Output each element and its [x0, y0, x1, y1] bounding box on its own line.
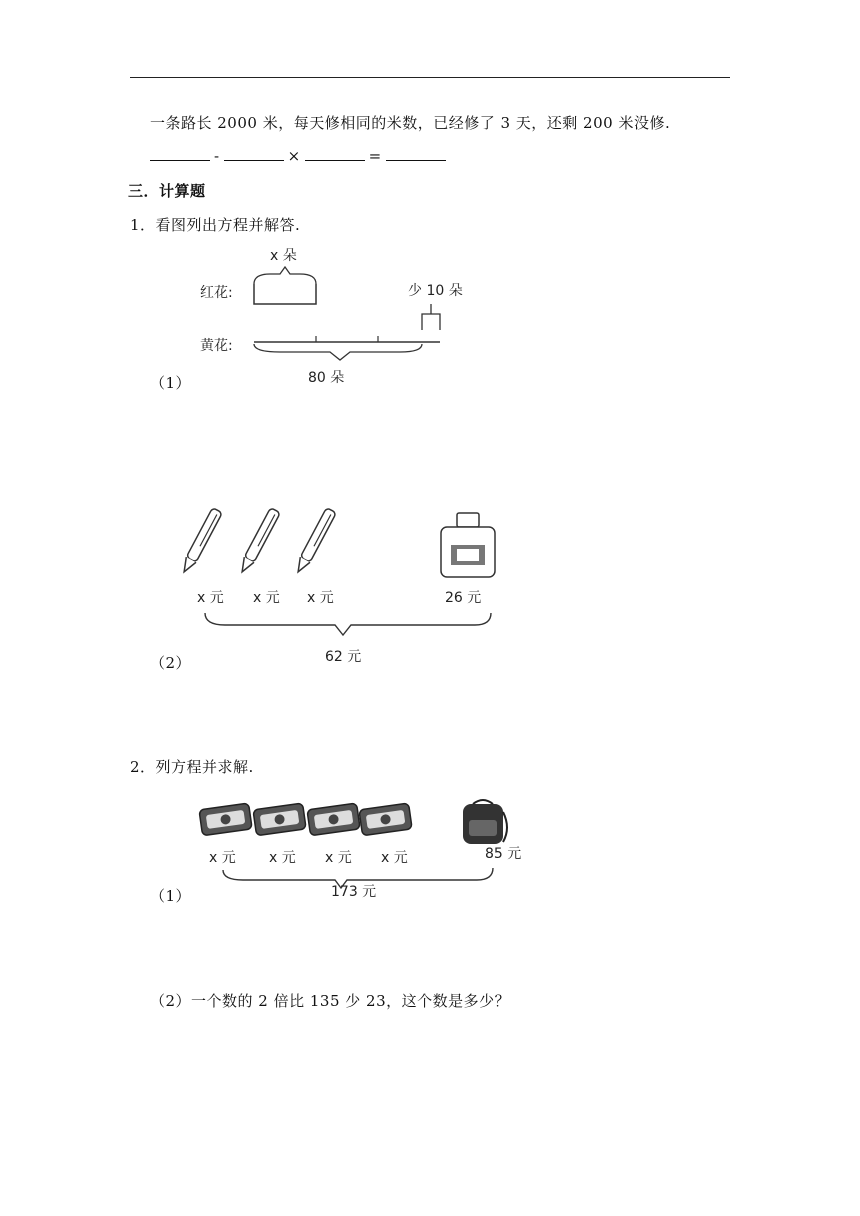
total-flowers-label: 80 朵 [308, 370, 345, 386]
header-rule [130, 77, 730, 78]
road-equation-blanks [150, 146, 446, 165]
pencil-case-icon [359, 803, 412, 836]
case-price-label: x 元 [325, 850, 352, 866]
minus-sign: - [214, 147, 220, 165]
pen-price-label: x 元 [253, 590, 280, 606]
q2-sub2-text: （2）一个数的 2 倍比 135 少 23，这个数是多少？ [150, 992, 511, 1010]
blank-4[interactable] [386, 146, 446, 161]
q1-sub2-label: （2） [150, 654, 192, 672]
red-bar [254, 284, 316, 304]
yellow-brace [254, 344, 422, 360]
bag-price-label: 85 元 [485, 846, 522, 862]
pen-price-label: x 元 [197, 590, 224, 606]
yellow-flower-label: 黄花: [200, 338, 233, 354]
less-bracket [422, 314, 440, 330]
pencil-case-diagram [195, 798, 535, 903]
blank-1[interactable] [150, 146, 210, 161]
blank-2[interactable] [224, 146, 284, 161]
red-flower-label: 红花: [200, 285, 233, 301]
pencil-case-icon [307, 803, 360, 836]
pen-icon [238, 508, 281, 575]
x-flowers-label: x 朵 [270, 248, 297, 264]
pen-icon [294, 508, 337, 575]
pen-icon [180, 508, 223, 575]
case-price-label: x 元 [269, 850, 296, 866]
q2-sub1-label: （1） [150, 887, 192, 905]
q1-sub1-label: （1） [150, 374, 192, 392]
blank-3[interactable] [305, 146, 365, 161]
yellow-ticks [316, 336, 378, 342]
pencil-case-icon [253, 803, 306, 836]
total-price-label: 62 元 [325, 649, 362, 665]
pen-ink-brace [205, 613, 491, 635]
backpack-icon [463, 800, 507, 844]
pen-ink-diagram [195, 505, 505, 670]
red-brace [254, 267, 316, 284]
pencil-case-icon [199, 803, 252, 836]
total-case-price-label: 173 元 [331, 884, 377, 900]
section-title: 三．计算题 [128, 182, 206, 200]
less-ten-label: 少 10 朵 [408, 283, 463, 299]
road-problem-text: 一条路长 2000 米，每天修相同的米数，已经修了 3 天，还剩 200 米没修. [150, 114, 671, 132]
ink-bottle-icon [441, 513, 495, 577]
times-sign: × [287, 147, 301, 165]
q1-prompt: 1．看图列出方程并解答. [130, 216, 301, 234]
case-price-label: x 元 [209, 850, 236, 866]
equals-sign: = [368, 147, 382, 165]
flower-diagram [190, 240, 500, 390]
q2-prompt: 2．列方程并求解. [130, 758, 254, 776]
pen-price-label: x 元 [307, 590, 334, 606]
case-price-label: x 元 [381, 850, 408, 866]
ink-price-label: 26 元 [445, 590, 482, 606]
